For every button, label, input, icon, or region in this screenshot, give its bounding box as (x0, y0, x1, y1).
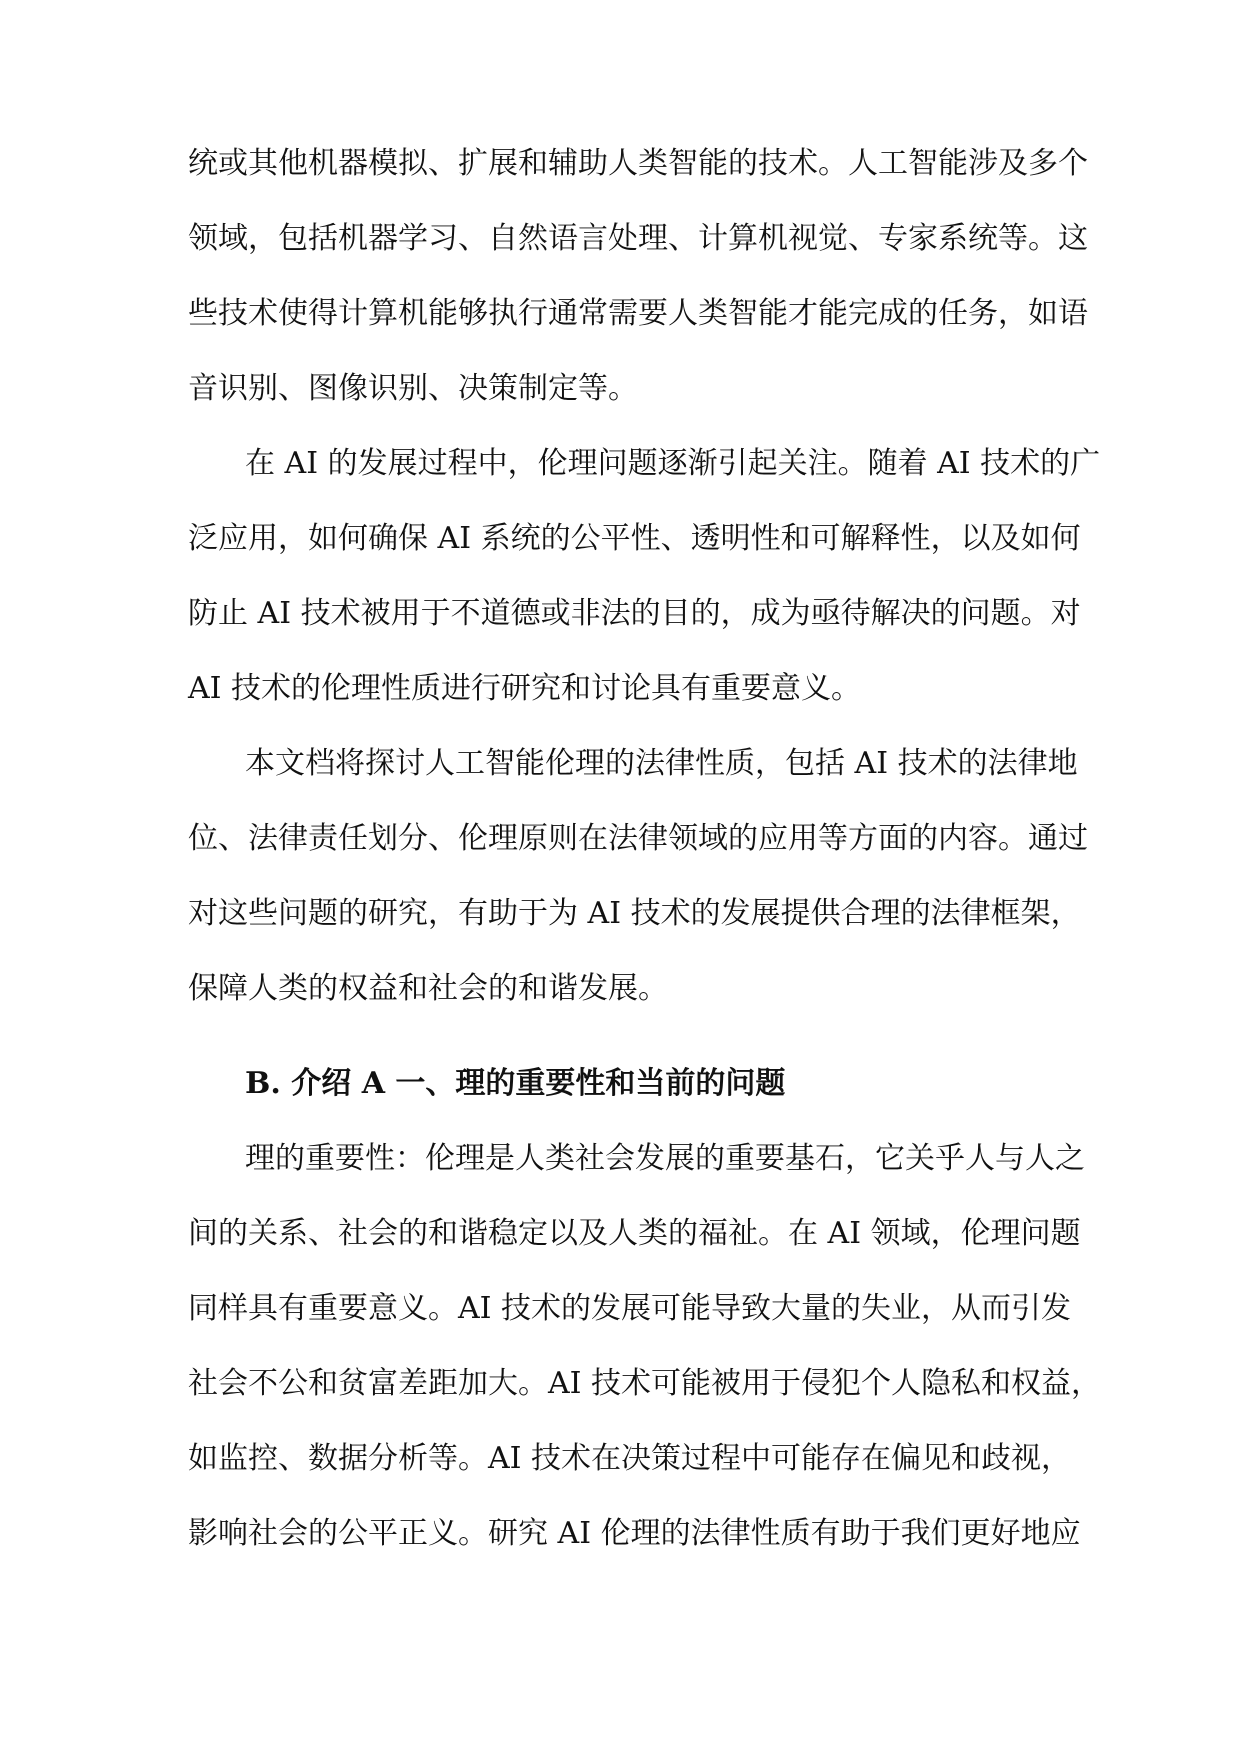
paragraph-ai-definition (188, 139, 1088, 414)
text-line: 对这些问题的研究，有助于为 AI 技术的发展提供合理的法律框架， (188, 896, 1081, 931)
text-line: 如监控、数据分析等。AI 技术在决策过程中可能存在偏见和歧视， (188, 1441, 1072, 1476)
paragraph-document-scope (188, 739, 1088, 1014)
text-line: 间的关系、社会的和谐稳定以及人类的福祉。在 AI 领域，伦理问题 (188, 1216, 1081, 1251)
text-line: 些技术使得计算机能够执行通常需要人类智能才能完成的任务，如语 (188, 296, 1088, 331)
section-heading: B. 介绍 A 一、理的重要性和当前的问题 (245, 1066, 786, 1101)
paragraph-ethics-importance (188, 1134, 1102, 1559)
text-line: AI 技术的伦理性质进行研究和讨论具有重要意义。 (188, 671, 862, 706)
text-line: 领域，包括机器学习、自然语言处理、计算机视觉、专家系统等。这 (188, 221, 1088, 256)
text-line: 统或其他机器模拟、扩展和辅助人类智能的技术。人工智能涉及多个 (188, 146, 1088, 181)
text-line: 本文档将探讨人工智能伦理的法律性质，包括 AI 技术的法律地 (245, 746, 1078, 781)
text-line: 影响社会的公平正义。研究 AI 伦理的法律性质有助于我们更好地应 (188, 1516, 1081, 1551)
text-line: 理的重要性：伦理是人类社会发展的重要基石，它关乎人与人之 (245, 1141, 1085, 1176)
paragraph-ethics-concern (188, 439, 1101, 714)
text-line: 位、法律责任划分、伦理原则在法律领域的应用等方面的内容。通过 (188, 821, 1088, 856)
text-line: 社会不公和贫富差距加大。AI 技术可能被用于侵犯个人隐私和权益， (188, 1366, 1102, 1401)
text-line: 泛应用，如何确保 AI 系统的公平性、透明性和可解释性，以及如何 (188, 521, 1081, 556)
text-line: 音识别、图像识别、决策制定等。 (188, 371, 638, 406)
text-line: 保障人类的权益和社会的和谐发展。 (188, 971, 668, 1006)
text-line: 在 AI 的发展过程中，伦理问题逐渐引起关注。随着 AI 技术的广 (245, 446, 1101, 481)
text-line: 同样具有重要意义。AI 技术的发展可能导致大量的失业，从而引发 (188, 1291, 1072, 1326)
document-body (188, 139, 1102, 1584)
text-line: 防止 AI 技术被用于不道德或非法的目的，成为亟待解决的问题。对 (188, 596, 1081, 631)
